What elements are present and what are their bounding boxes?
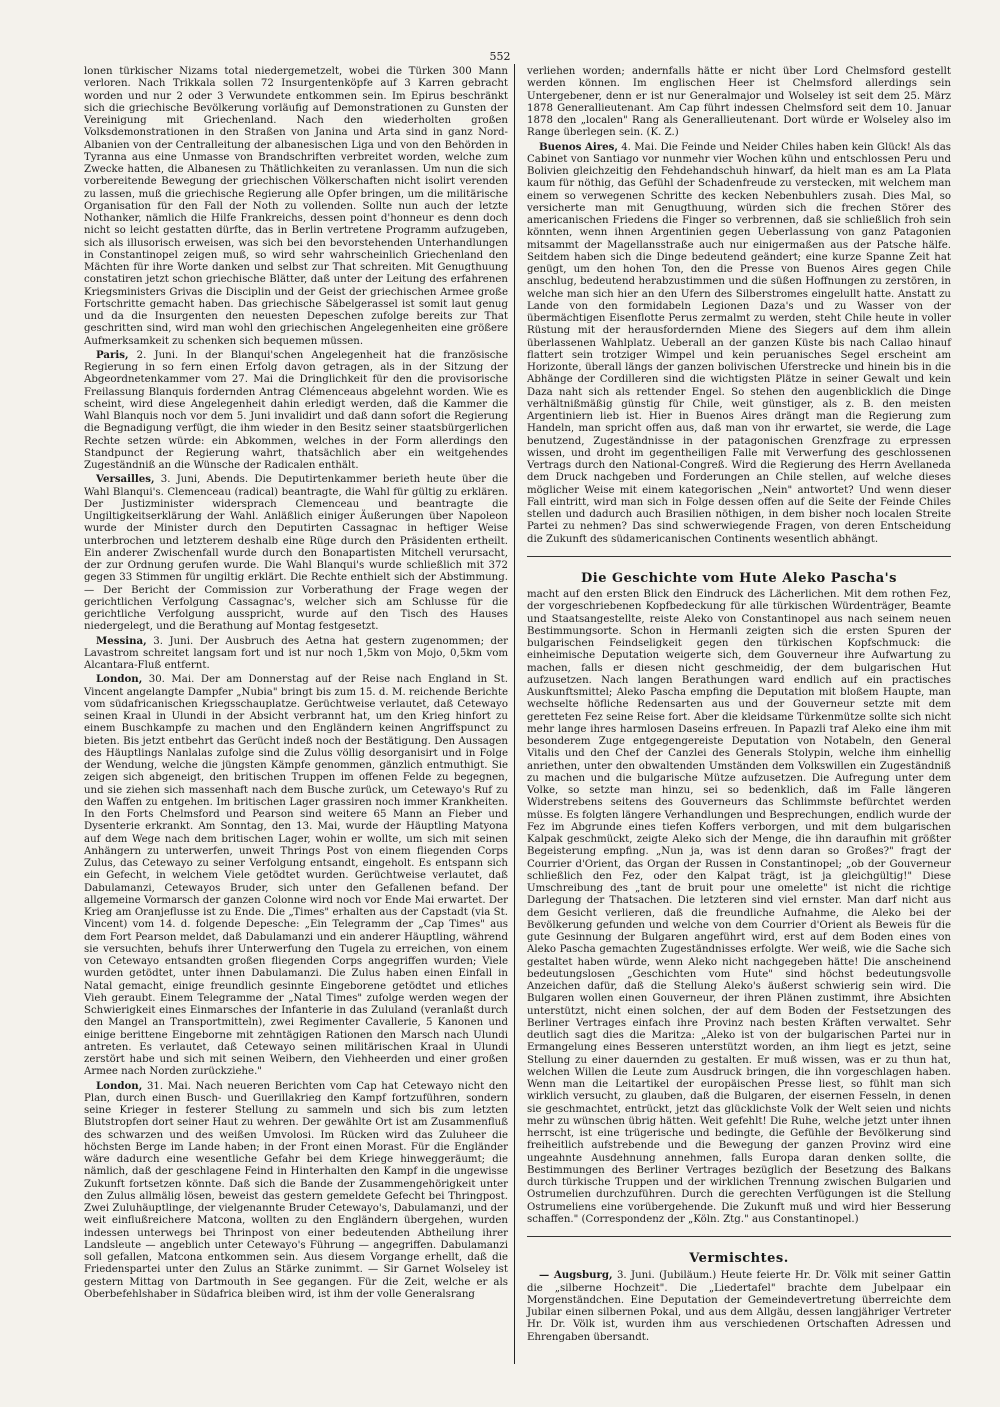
paragraph-text: macht auf den ersten Blick den Eindruck des Lächerlichen. Mit dem rothen Fez, der vorgeschriebenen Kopfbedeckung für alle türkischen Würdenträger, Beamte und Staatsangestellte, reiste Aleko von Constantinopel aus nach seinem neuen Bestimmungsorte. Schon in Hermanli zeigten sich die ersten Spuren der bulgarischen Feindseligkeit gegen den türkischen Kopfschmuck: die einheimische Deputation weigerte sich, dem Gouverneur ihre Aufwartung zu machen, falls er diesen nicht geschmeidig, der dem bulgarischen Hut aufzusetzen. Nach langen Berathungen ward endlich auf ein practisches Auskunftsmittel; Aleko Pascha empfing die Deputation mit bloßem Haupte, man wechselte höfliche Redensarten aus und der Gouverneur setzte mit dem geretteten Fez seine Reise fort. Aber die kleidsame Türkenmütze sollte sich nicht mehr lange ihres harmlosen Daseins erfreuen. In Papazli traf Aleko eine ihm mit besonderem Zuge entgegengereiste Deputation von Notabeln, den General Vitalis und den Chef der Canzlei des Generals Stolypin, welche ihm einhellig anriethen, unter den obwaltenden Umständen dem Volkswillen ein Zugeständniß zu machen und die bulgarische Mütze aufzusetzen. Die Aufregung unter dem Volke, so setzte man hinzu, sei so bedenklich, daß im Falle längeren Widerstrebens seitens des Gouverneurs das Schlimmste befürchtet werden müsse. Es folgten längere Verhandlungen und Besprechungen, endlich wurde der Fez im Abgrunde eines tiefen Koffers verborgen, und mit dem bulgarischen Kalpak geschmückt, zeigte Aleko sich der Menge, die ihn daraufhin mit größter Begeisterung empfing. „Nun ja, was ist denn daran so Großes?" fragt der Courrier d'Orient, das Organ der Russen in Constantinopel; „ob der Gouverneur schließlich den Fez, oder den Kalpat trägt, ist ja gleichgültig!" Diese Umschreibung des „tant de bruit pour une omelette" ist nicht die richtige Darlegung der Thatsachen. Die letzteren sind viel ernster. Man darf nicht aus dem Gesicht verlieren, daß die freundliche Aufnahme, die Aleko bei der Bevölkerung gefunden und welche von dem Courrier d'Orient als Beweis für die gute Gesinnung der Bulgaren angeführt wird, erst auf dem Boden eines von Aleko Pascha gemachten Zugeständnisses erfolgte. Wer weiß, wie die Sache sich gestaltet haben würde, wenn Aleko nicht nachgegeben hätte! Die anscheinend bedeutungslosen „Geschichten vom Hute" sind höchst bedeutungsvolle Anzeichen dafür, daß die Stellung Aleko's äußerst schwierig sein wird. Die Bulgaren wollen einen Gouverneur, der ihren Plänen zustimmt, ihre Absichten unterstützt, nicht einen solchen, der auf dem Boden der Festsetzungen des Berliner Vertrages einfach ihre Provinz nach besten Kräften verwaltet. Sehr deutlich sagt dies die Maritza: „Aleko ist von der bulgarischen Partei nur in Ermangelung eines Besseren unterstützt worden, an ihm liegt es jetzt, seine Stellung zu einer dauernden zu gestalten. Er muß wissen, was er zu thun hat, welchen Willen die Leute zum Ausdruck bringen, die ihn vorgeschlagen haben. Wenn man die Leitartikel der europäischen Presse liest, so fühlt man sich wirklich versucht, zu glauben, daß die Bulgaren, der eisernen Fesseln, in denen sie geschmachtet, entrückt, jetzt das glücklichste Volk der Welt seien und nichts mehr zu wünschen übrig hätten. Weit gefehlt! Die Ruhe, welche jetzt unter ihnen herrscht, ist eine trügerische und bedingte, die Gefühle der Bevölkerung sind freiheitlich aufstrebende und die Bewegung der ganzen Provinz wird eine ungeahnte Ausdehnung annehmen, falls Europa daran denken sollte, die Bestimmungen des Berliner Vertrages bezüglich der Besetzung des Balkans durch türkische Truppen und der wirklichen Trennung zwischen Bulgarien und Ostrumelien durchzuführen. Durch die gerechten Verfügungen ist die Stellung Ostrumeliens eine vorübergehende. Die Zukunft muß und wird hier Besserung schaffen." (Correspondenz der „Köln. Ztg." aus Constantinopel.)	[527, 589, 951, 1225]
left-column	[84, 66, 508, 1302]
dateline: Buenos Aires,	[539, 140, 618, 153]
dateline: Messina,	[96, 634, 147, 647]
dateline: Paris,	[96, 348, 129, 361]
paragraph	[84, 349, 508, 473]
dateline: Versailles,	[96, 473, 155, 486]
paragraph-text: lonen türkischer Nizams total niedergemetzelt, wobei die Türken 300 Mann verloren. Nach Trikkala sollen 72 Insurgentenköpfe auf 3 Karren gebracht worden und nur 2 oder 3 Verwundete entkommen sein. Im Epirus beschränkt sich die griechische Bevölkerung vorläufig auf Demonstrationen zu Gunsten der Vereinigung mit Griechenland. Nach den wiederholten großen Volksdemonstrationen in den Straßen von Janina und Arta sind in ganz Nord-Albanien von der Centralleitung der albanesischen Liga und von den Behörden in Tyranna aus eine Unmasse von Brandschriften verbreitet worden, welche zum Zwecke hatten, die Albanesen zu Thätlichkeiten zu veranlassen. Um nun die sich vorbereitende Bewegung der griechischen Völkerschaften nicht isolirt verenden zu lassen, muß die griechische Regierung alle Opfer bringen, um die militärische Organisation für den Fall der Noth zu vollenden. Sollte nun auch der letzte Nothanker, nämlich die Hilfe Frankreichs, dessen point d'honneur es denn doch nicht so leicht gestatten dürfte, das in Berlin vertretene Programm aufzugeben, sich als illusorisch erweisen, was sich bei den bevorstehenden Unterhandlungen in Constantinopel zeigen muß, so wird sehr wahrscheinlich Griechenland den Mächten für ihre Worte danken und selbst zur That schreiten. Mit Genugthuung constatiren jetzt schon griechische Blätter, daß unter der Leitung des erfahrenen Kriegsministers Grivas die Disciplin und der Geist der griechischen Armee große Fortschritte gemacht haben. Das griechische Säbelgerassel ist somit laut genug und da die Insurgenten den neuesten Depeschen zufolge bereits zur That geschritten sind, wird man wohl den griechischen Angelegenheiten eine größere Aufmerksamkeit zu schenken sich bequemen müssen.	[84, 66, 508, 347]
paragraph-text: 3. Juni. (Jubiläum.) Heute feierte Hr. Dr. Völk mit seiner Gattin die „silberne Hochzeit". Die „Liedertafel" brachte dem Jubelpaar ein Morgenständchen. Eine Deputation der Gemeindevertretung überreichte dem Jubilar einen silbernen Pokal, und aus dem Allgäu, dessen langjähriger Vertreter Hr. Dr. Völk ist, wurden ihm aus verschiedenen Ortschaften Adressen und Ehrengaben übersandt.	[527, 1270, 951, 1343]
paragraph	[84, 635, 508, 673]
dateline: London,	[96, 673, 143, 686]
paragraph	[84, 66, 508, 348]
paragraph-text: 30. Mai. Der am Donnerstag auf der Reise nach England in St. Vincent angelangte Dampfer „Nubia" bringt bis zum 15. d. M. reichende Berichte vom südafricanischen Kriegsschauplatze. Gerüchtweise verlautet, daß Cetewayo seinen Kraal in Ulundi in der Absicht verbrannt hat, um den Krieg hinfort zu einem Buschkampfe zu machen und den Engländern keinen Angriffspunct zu bieten. Bis jetzt entbehrt das Gerücht indeß noch der Bestätigung. Den Aussagen des Häuptlings Nanlalas zufolge sind die Zulus völlig desorganisirt und in Folge der Wendung, welche die jüngsten Kämpfe genommen, gänzlich entmuthigt. Sie zeigen sich abgeneigt, den britischen Truppen im offenen Felde zu begegnen, und sie ziehen sich massenhaft nach dem Busche zurück, um Cetewayo's Ruf zu den Waffen zu entgehen. Im britischen Lager grassiren noch immer Krankheiten. In den Forts Chelmsford und Pearson sind weitere 65 Mann an Fieber und Dysenterie erkrankt. Am Sonntag, den 13. Mai, wurde der Häuptling Matyona auf dem Wege nach dem britischen Lager, wohin er wollte, um sich mit seinen Anhängern zu unterwerfen, unweit Thrings Post von einem fliegenden Corps Zulus, das Cetewayo zu seiner Verfolgung entsandt, eingeholt. Es entspann sich ein Gefecht, in welchem Viele getödtet wurden. Gerüchtweise verlautet, daß Dabulamanzi, Cetewayos Bruder, sich unter den Gefallenen befand. Der allgemeine Vormarsch der ganzen Colonne wird noch vor Ende Mai erwartet. Der Krieg am Oranjeflusse ist zu Ende. Die „Times" erhalten aus der Capstadt (via St. Vincent) vom 14. d. folgende Depesche: „Ein Telegramm der „Cap Times" aus dem Fort Pearson meldet, daß Dabulamanzi und ein anderer Häuptling, während sie versuchten, behufs ihrer Unterwerfung den Tugela zu erreichen, von einem von Cetewayo entsandten großen fliegenden Corps angegriffen wurden; Viele wurden getödtet, unter ihnen Dabulamanzi. Die Zulus haben einen Einfall in Natal gemacht, einige freundlich gesinnte Eingeborene getödtet und etliches Vieh geraubt. Einem Telegramme der „Natal Times" zufolge werden wegen der Schwierigkeit eines Einmarsches der Infanterie in das Zululand (veranlaßt durch den Mangel an Transportmitteln), zwei Regimenter Cavallerie, 5 Kanonen und einige berittene Eingeborne mit zehntägigen Rationen den Marsch nach Ulundi antreten. Es verlautet, daß Cetewayo seinen militärischen Kraal in Ulundi zerstört habe und sich mit seinen Weibern, den Viehheerden und einer großen Armee nach Norden zurückziehe."	[84, 674, 508, 1078]
paragraph	[84, 673, 508, 1078]
page-number: 552	[489, 50, 511, 63]
misc-section-title: Vermischtes.	[689, 1251, 789, 1266]
paragraph	[527, 589, 951, 1226]
article-body	[527, 589, 951, 1226]
section-rule	[527, 556, 951, 557]
paragraph	[527, 1269, 951, 1344]
news-continuation	[527, 66, 951, 546]
misc-body	[527, 1269, 951, 1344]
paragraph-text: 3. Juni. Der Ausbruch des Aetna hat gestern zugenommen; der Lavastrom schreitet langsam fort und ist nur noch 1,5km von Mojo, 0,5km vom Alcantara-Fluß entfernt.	[84, 635, 508, 671]
paragraph	[527, 66, 951, 140]
paragraph-text: 31. Mai. Nach neueren Berichten vom Cap hat Cetewayo nicht den Plan, durch einen Busch- und Guerillakrieg den Kampf fortzuführen, sondern seine Krieger in festerer Stellung zu sammeln und sich bis zum letzten Blutstropfen dort seiner Haut zu wehren. Der gewählte Ort ist am Zusammenfluß des schwarzen und des weißen Umvolosi. Im Rücken wird das Zuluheer die höchsten Berge im Lande haben; in der Front einen Morast. Für die Engländer wäre dadurch eine wesentliche Gefahr bei dem Kriege hinweggeräumt; die nämlich, daß der geschlagene Feind in Hinterhalten den Kampf in die ungewisse Zukunft fortsetzen könnte. Daß sich die Bande der Zusammengehörigkeit unter den Zulus allmälig lösen, beweist das gestern gemeldete Gefecht bei Thringpost. Zwei Zuluhäuptlinge, der vielgenannte Bruder Cetewayo's, Dabulamanzi, und der weit einflußreichere Matcona, wollten zu den Engländern übergehen, wurden indessen unterwegs bei Thrinpost von einer bedeutenden Abtheilung ihrer Landsleute — angeblich unter Cetewayo's Führung — angegriffen. Dabulamanzi soll gefallen, Matcona entkommen sein. Aus diesem Vorgange erhellt, daß die Friedenspartei unter den Zulus an Stärke zunimmt. — Sir Garnet Wolseley ist gestern Mittag von Dartmouth in See gegangen. Für die Zeit, welche er als Oberbefehlshaber in Südafrica bleiben wird, ist ihm der volle Generalsrang	[84, 1080, 508, 1300]
section-rule	[527, 1236, 951, 1237]
dateline: — Augsburg,	[539, 1269, 613, 1282]
paragraph-text: 2. Juni. In der Blanqui'schen Angelegenheit hat die französische Regierung in so fern einen Erfolg davon getragen, als in der Sitzung der Abgeordnetenkammer vom 27. Mai die Dringlichkeit für den die provisorische Freilassung Blanquis fordernden Antrag Clémenceaus abgelehnt worden. Wie es scheint, wird diese Angelegenheit dahin erledigt werden, daß die Kammer die Wahl Blanquis noch vor dem 5. Juni invalidirt und daß dann sofort die Regierung die Begnadigung verfügt, die ihm wieder in den Besitz seiner staatsbürgerlichen Rechte setzen würde: ein Abkommen, welches in der Form allerdings den Standpunct der Regierung wahrt, thatsächlich aber ein weitgehendes Zugeständniß an die Wünsche der Radicalen enthält.	[84, 349, 508, 471]
paragraph	[527, 141, 951, 546]
paragraph	[84, 473, 508, 633]
article-title: Die Geschichte vom Hute Aleko Pascha's	[581, 570, 897, 586]
paragraph-text: verliehen worden; andernfalls hätte er nicht über Lord Chelmsford gestellt werden können. Im englischen Heer ist Chelmsford allerdings sein Untergebener, denn er ist nur Generalmajor und Wolseley ist seit dem 25. März 1878 Generallieutenant. Am Cap führt indessen Chelmsford seit dem 10. Januar 1878 den „localen" Rang als Generallieutenant. Dort würde er Wolseley also im Range überlegen sein. (K. Z.)	[527, 66, 951, 139]
column-divider	[514, 64, 515, 1364]
paragraph	[84, 1080, 508, 1302]
paragraph-text: 4. Mai. Die Feinde und Neider Chiles haben kein Glück! Als das Cabinet von Santiago vor nunmehr vier Wochen kühn und entschlossen Peru und Bolivien gleichzeitig den Fehdehandschuh hinwarf, da hielt man es am La Plata kaum für nöthig, das Gefühl der Schadenfreude zu verstecken, mit welchem man einem so verwegenen Schritte des kecken Nebenbuhlers zusah. Dies Mal, so versicherte man mit Genugthuung, würden sich die frechen Störer des americanischen Friedens die Finger so verbrennen, daß sie schließlich froh sein könnten, wenn ihnen Argentinien gegen Ueberlassung von ganz Patagonien mitsammt der Magellansstraße auch nur einigermaßen aus der Patsche hälfe. Seitdem haben sich die Dinge bedeutend geändert; eine kurze Spanne Zeit hat genügt, um den hohen Ton, den die Presse von Buenos Aires gegen Chile anschlug, bedeutend herabzustimmen und die süßen Hoffnungen zu zerstören, in welche man sich hier an den Ufern des Silberstromes eingelullt hatte. Anstatt zu Lande von den formidabeln Legionen Daza's und zu Wasser von der übermächtigen Eisenflotte Perus zermalmt zu werden, steht Chile heute in voller Rüstung mit der herausfordernden Miene des Siegers auf dem ihm allein überlassenen Wahlplatz. Ueberall an der ganzen Küste bis nach Callao hinauf flattert sein trotziger Wimpel und kein peruanisches Segel erscheint am Horizonte, überall längs der ganzen bolivischen Uferstrecke und hinein bis in die Abhänge der Cordilleren sind die wichtigsten Plätze in seiner Gewalt und kein Daza naht sich als rettender Engel. So stehen den augenblicklich die Dinge verhältnißmäßig günstig für Chile, weit günstiger, als z. B. den meisten Argentiniern lieb ist. Hier in Buenos Aires drängt man die Regierung zum Handeln, man spricht offen aus, daß man von ihr erwartet, sie werde, die Lage benutzend, Zugeständnisse in der patagonischen Grenzfrage zu erpressen wissen, und droht im gegentheiligen Falle mit Verwerfung des geschlossenen Vertrags durch den National-Congreß. Wird die Regierung des Herrn Avellaneda dem Druck nachgeben und Forderungen an Chile stellen, auf welche dieses möglicher Weise mit einem kategorischen „Nein" antwortet? Und wenn dieser Fall eintritt, wird man sich in Folge dessen offen auf die Seite der Feinde Chiles stellen und dadurch auch Brasilien nöthigen, in dem bisher noch localen Streite Partei zu nehmen? Das sind schwerwiegende Fragen, von deren Entscheidung die Zukunft des südamericanischen Continents wesentlich abhängt.	[527, 141, 952, 545]
dateline: London,	[96, 1079, 143, 1092]
right-column	[527, 66, 951, 1345]
paragraph-text: 3. Juni, Abends. Die Deputirtenkammer berieth heute über die Wahl Blanqui's. Clemenceau (radical) beantragte, die Wahl für gültig zu erklären. Der Justizminister widersprach Clemenceau und beantragte die Ungiltigkeitserklärung der Wahl. Anläßlich einiger Äußerungen über Napoleon wurde der Minister durch den Deputirten Cassagnac in heftiger Weise unterbrochen und letzterem deshalb eine Rüge durch den Präsidenten ertheilt. Ein anderer Zwischenfall wurde durch den Bonapartisten Mitchell verursacht, der zur Ordnung gerufen wurde. Die Wahl Blanqui's wurde schließlich mit 372 gegen 33 Stimmen für ungiltig erklärt. Die Rechte enthielt sich der Abstimmung. — Der Bericht der Commission zur Vorberathung der Frage wegen der gerichtlichen Verfolgung Cassagnac's, welcher sich am Schlusse für die gerichtliche Verfolgung ausspricht, wurde auf den Tisch des Hauses niedergelegt, und die Berathung auf Montag festgesetzt.	[84, 474, 508, 633]
